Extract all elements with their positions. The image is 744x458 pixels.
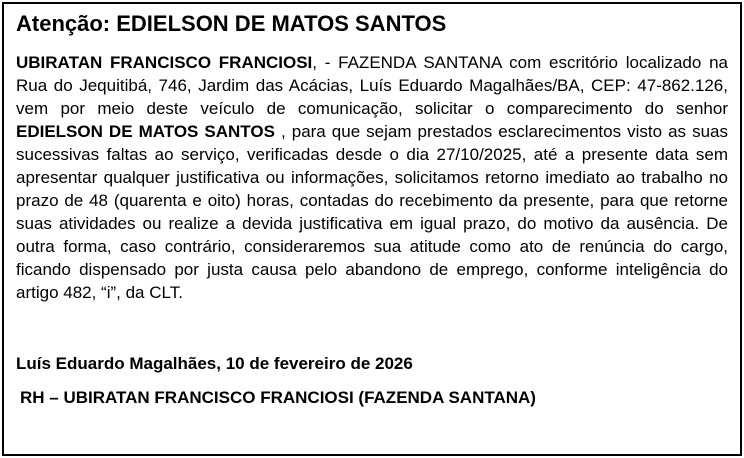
body-segment-1: , - FAZENDA SANTANA com escritório localizado na Rua do Jequitibá, 746, Jardim das Acácias, Luís Eduardo Magalhães/BA, CEP: 47-862.126, vem por meio deste veículo de comunicação, solicitar o comparecimento do senhor — [16, 53, 728, 118]
notice-border-frame — [2, 2, 742, 456]
date-line: Luís Eduardo Magalhães, 10 de fevereiro de 2026 — [16, 354, 413, 373]
signature-line: RH – UBIRATAN FRANCISCO FRANCIOSI (FAZENDA SANTANA) — [20, 388, 536, 407]
employer-name: UBIRATAN FRANCISCO FRANCIOSI — [16, 53, 313, 72]
notice-body — [16, 51, 728, 304]
employee-name: EDIELSON DE MATOS SANTOS — [16, 122, 275, 141]
body-segment-2: , para que sejam prestados esclarecimentos visto as suas sucessivas faltas ao serviço, verificadas desde o dia 27/10/2025, até a presente data sem apresentar qualquer justificativa ou informações, solicitamos retorno imediato ao trabalho no prazo de 48 (quarenta e oito) horas, contadas do recebimento da presente, para que retorne suas atividades ou realize a devida justificativa em igual prazo, do motivo da ausência. De outra forma, caso contrário, consideraremos sua atitude como ato de renúncia do cargo, ficando dispensado por justa causa pelo abandono de emprego, conforme inteligência do artigo 482, “i”, da CLT. — [16, 122, 728, 302]
notice-title: Atenção: EDIELSON DE MATOS SANTOS — [16, 11, 447, 36]
